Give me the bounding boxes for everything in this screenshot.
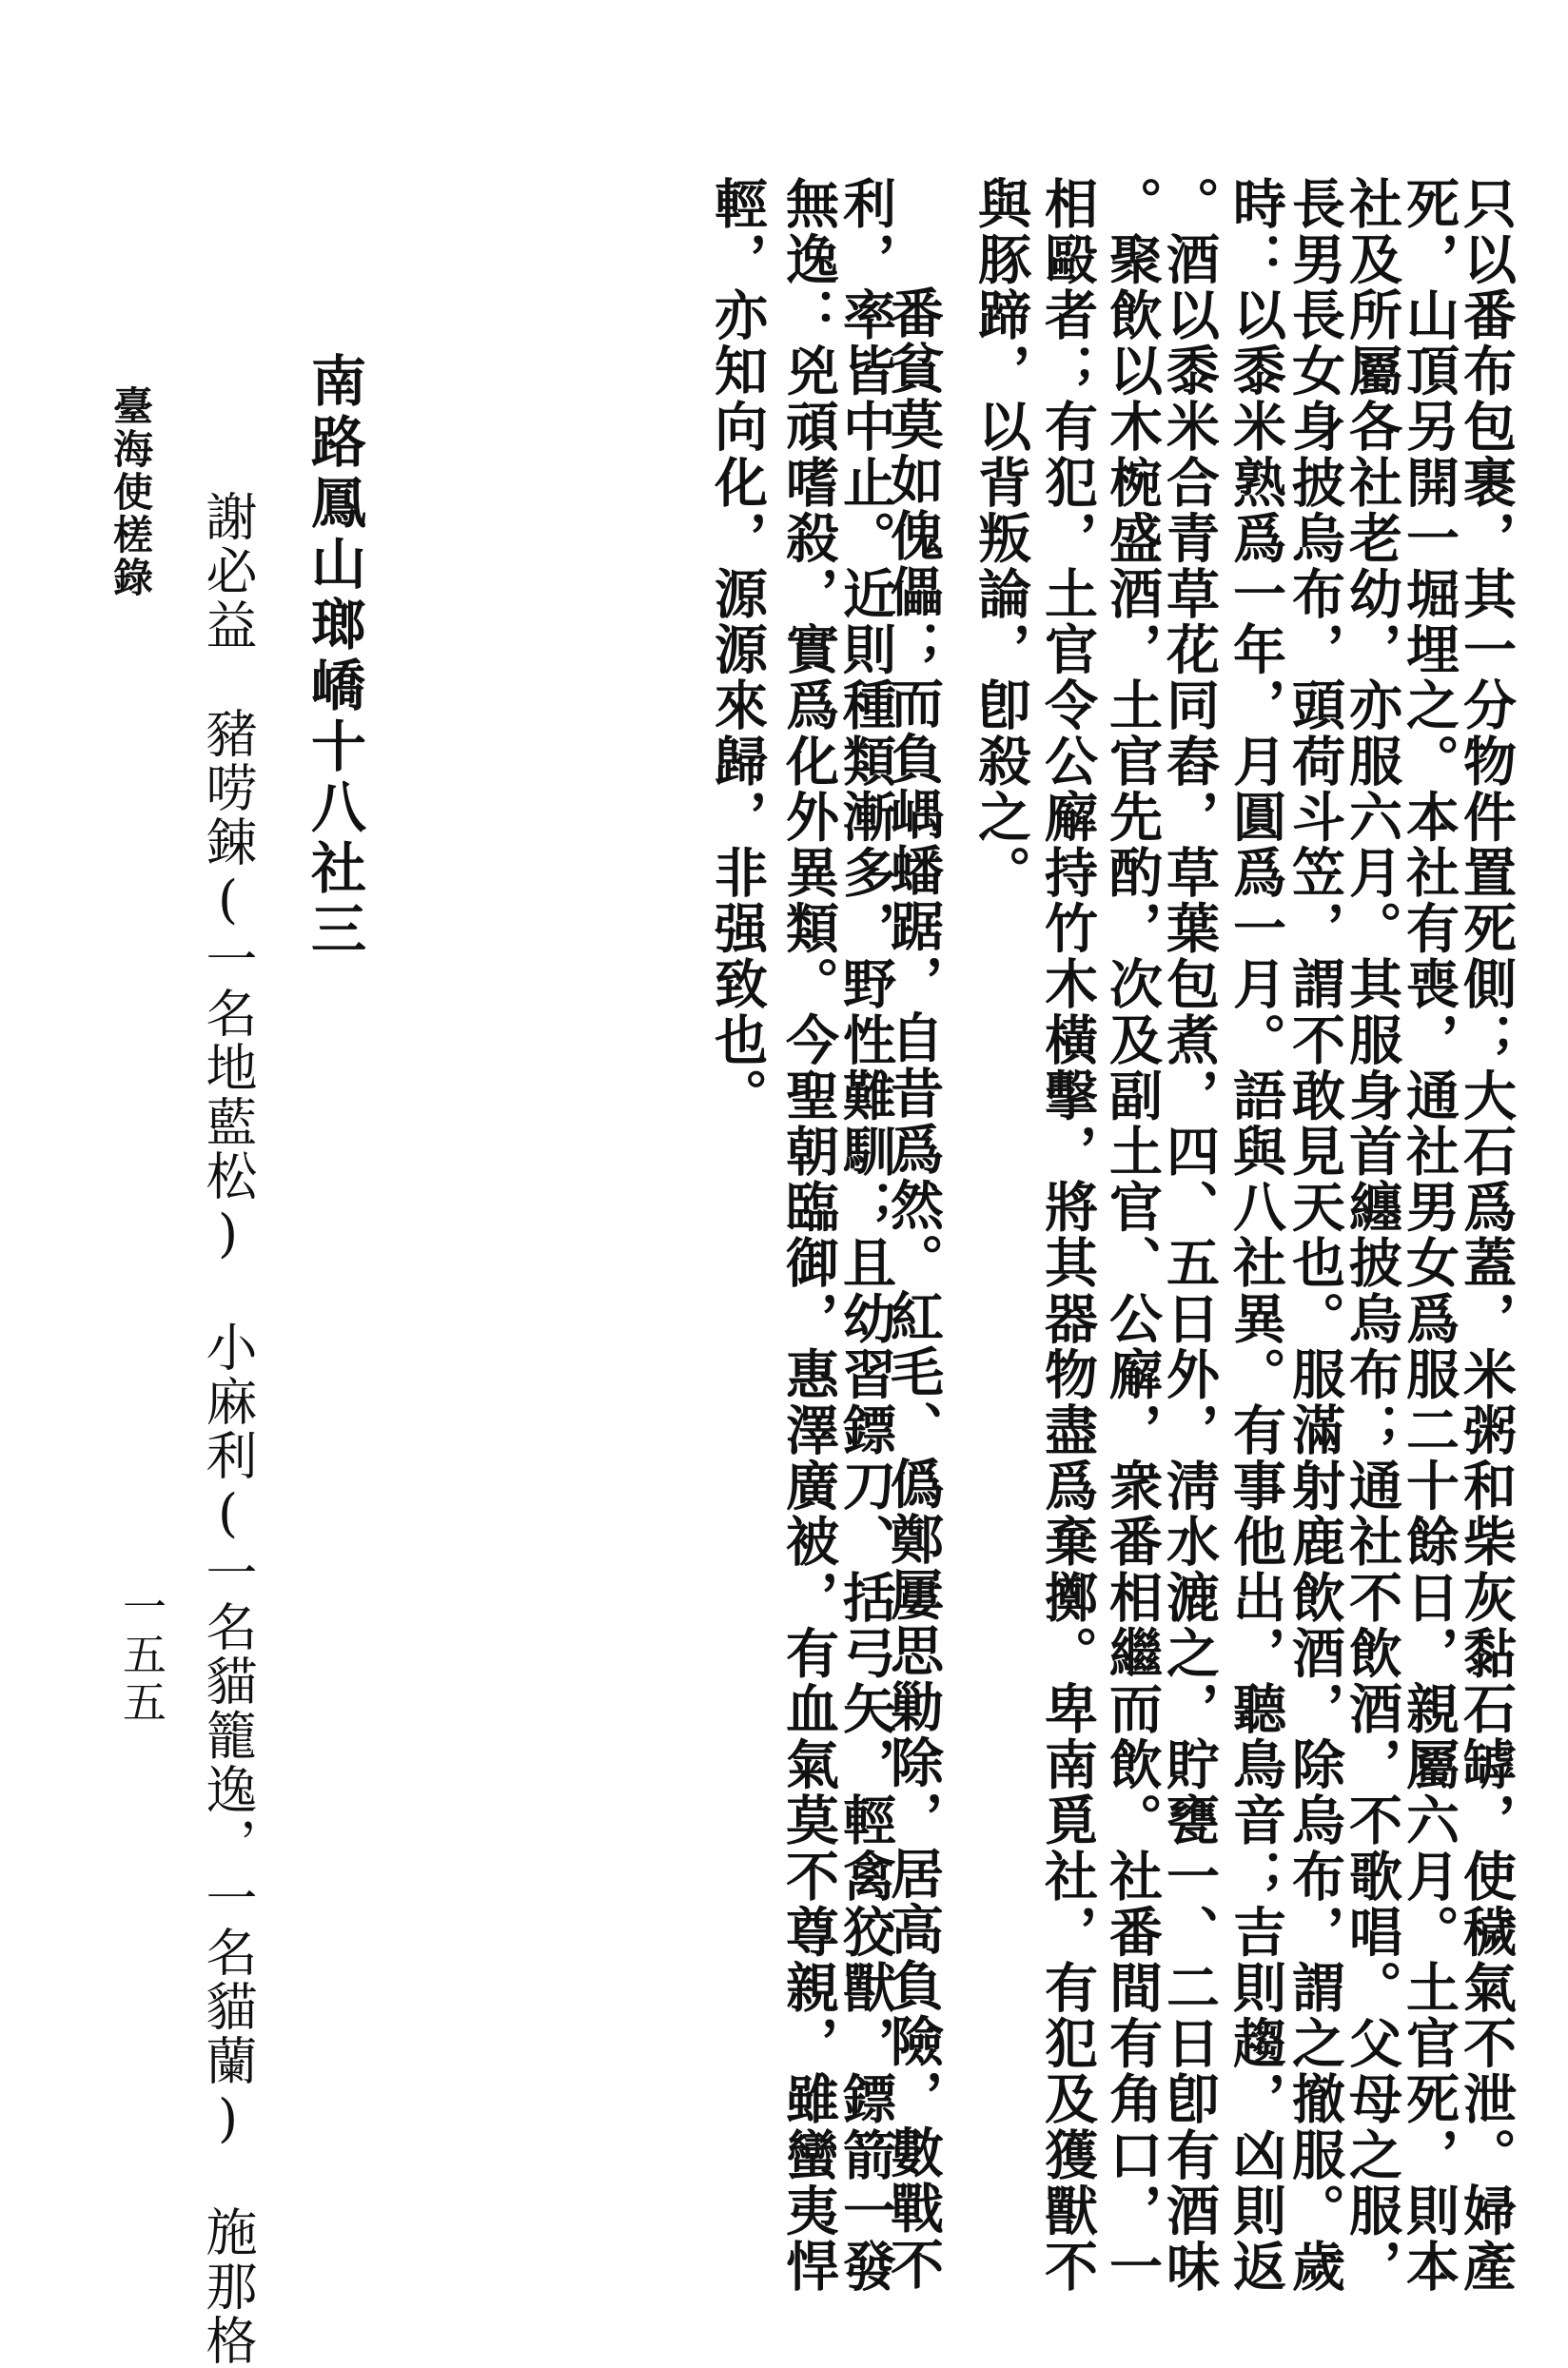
text-column-4: 長男長女身披烏布，頭荷斗笠，謂不敢見天也。服滿射鹿飲酒，除烏布，謂之撤服。歲 (1284, 176, 1346, 2295)
text-column-5: 時：以黍米熟爲一年，月圓爲一月。語與八社異。有事他出，聽鳥音；吉則趨，凶則返 (1225, 176, 1287, 2295)
text-column-6: 。酒以黍米合青草花同舂，草葉包煮，四、五日外，淸水漉之，貯甕一、二日卽有酒味 (1158, 176, 1221, 2295)
text-column-10: 番貧莫如傀儡；而負嵎蟠踞，自昔爲然。紅毛、僞鄭屢思勦除，居高負險，數戰不 (882, 285, 945, 2293)
text-column-3: 社及所屬各社老幼，亦服六月。其服身首纏披烏布；通社不飲酒，不歌唱。父母之服， (1341, 176, 1403, 2295)
text-column-7: 。聚飲以木椀盛酒，土官先酌，次及副土官、公廨，衆番相繼而飲。社番間有角口，一 (1101, 176, 1164, 2295)
section-heading: 南路鳳山瑯嶠十八社三 (302, 352, 366, 961)
text-column-11: 利，率皆中止。近則種類漸多，野性難馴；且幼習鏢刀、括弓矢，輕禽狡獸，鏢箭一發 (834, 176, 897, 2295)
text-column-1: 只以番布包裹，其一分物件置死側；大石爲蓋，米粥和柴灰黏石罅，使穢氣不泄。婦產 (1455, 176, 1518, 2295)
text-column-12: 無逸：兇頑嗜殺，實爲化外異類。今聖朝臨御，惠澤廣被，有血氣莫不尊親，雖蠻夷悍 (777, 176, 840, 2295)
text-column-8: 相毆者；有犯，土官令公廨持竹木橫擊，將其器物盡爲棄擲。卑南覓社，有犯及獲獸不 (1036, 176, 1099, 2295)
text-column-2: 死，山頂另開一堀埋之。本社有喪，通社男女爲服二十餘日，親屬六月。土官死，則本 (1398, 176, 1460, 2295)
text-column-9: 與豚蹄，以背叛論，卽殺之。 (970, 176, 1032, 901)
tribe-names: 謝必益 豬唠鋉(一名地藍松) 小麻利(一名貓籠逸，一名貓蘭) 施那格 (198, 490, 258, 2368)
running-title: 臺海使槎錄 (108, 385, 154, 599)
page-number: 一五五 (116, 1584, 167, 1727)
text-column-13: 輕，亦知向化，源源來歸，非强致也。 (706, 176, 769, 1125)
